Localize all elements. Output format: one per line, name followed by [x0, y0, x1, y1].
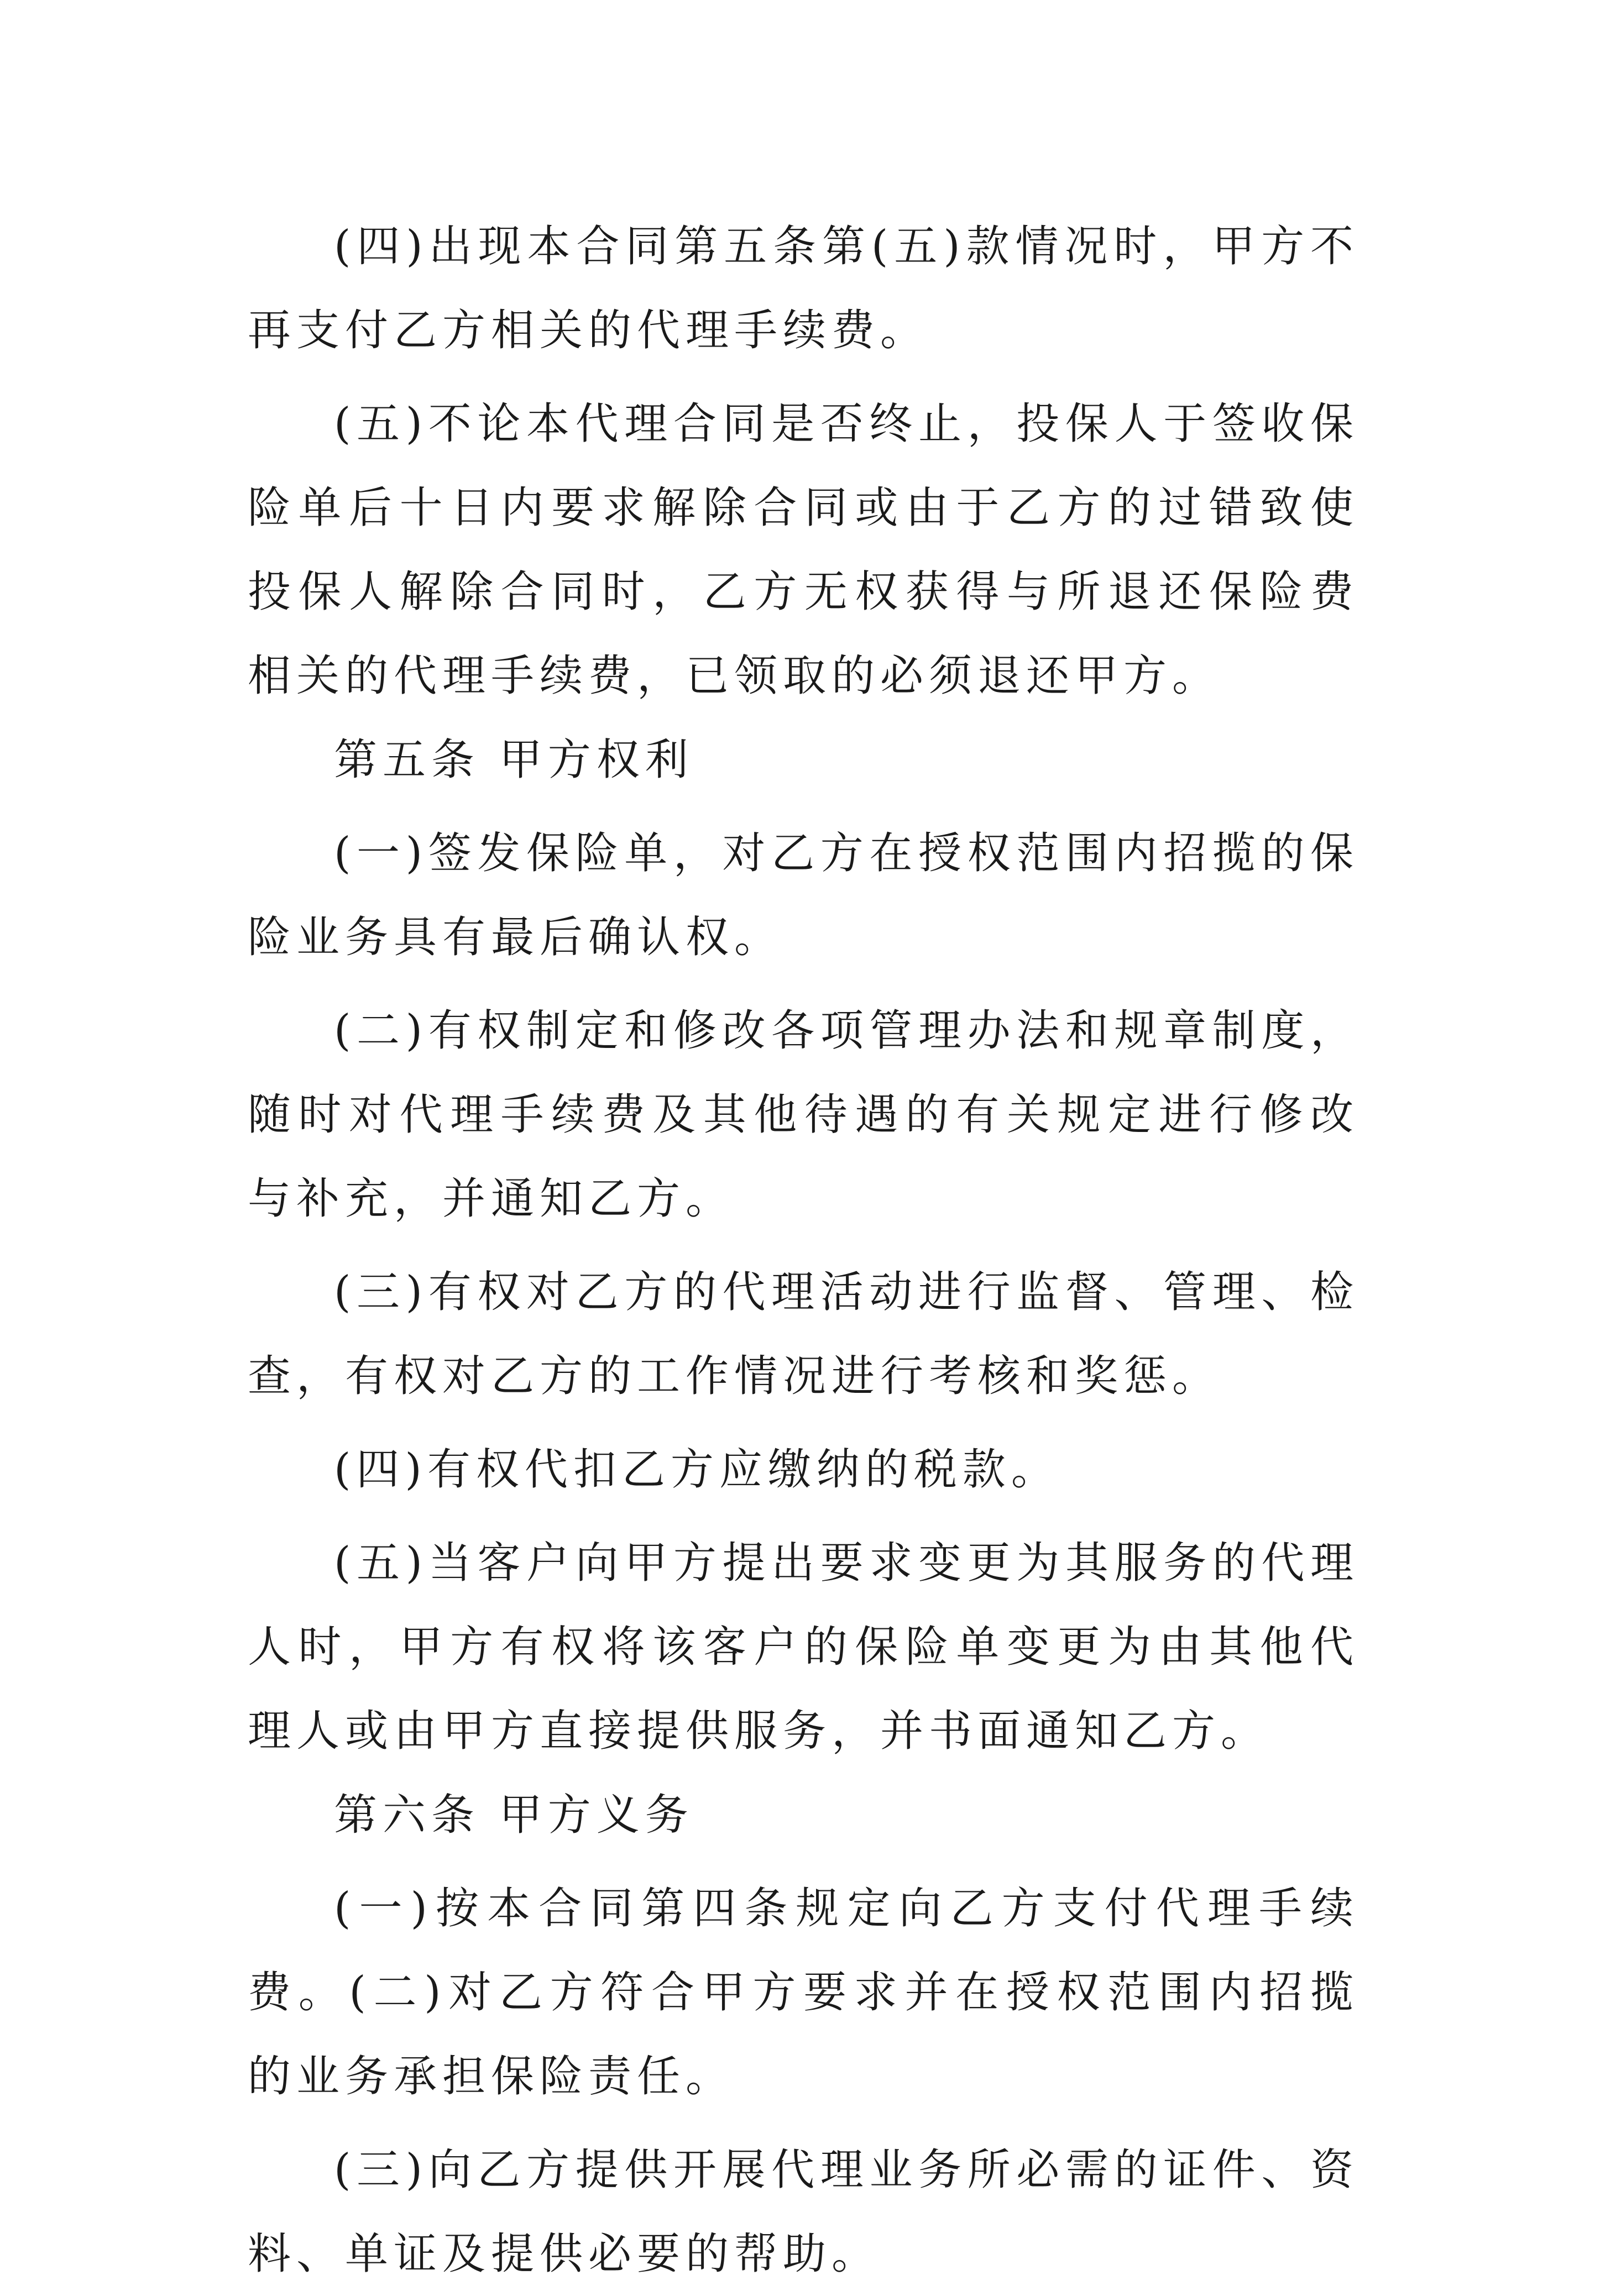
clause-5-4: (四)有权代扣乙方应缴纳的税款。 — [334, 1445, 1060, 1495]
clause-5-2: (二)有权制定和修改各项管理办法和规章制度，随时对代理手续费及其他待遇的有关规定进行修改与补充，并通知乙方。 — [248, 1006, 1359, 1224]
clause-6-3: (三)向乙方提供开展代理业务所必需的证件、资料、单证及提供必要的帮助。 — [248, 2145, 1359, 2279]
clause-5-1: (一)签发保险单，对乙方在授权范围内招揽的保险业务具有最后确认权。 — [248, 829, 1359, 962]
article-6-heading: 第六条 甲方义务 — [334, 1790, 694, 1840]
clause-6-1-2: (一)按本合同第四条规定向乙方支付代理手续费。(二)对乙方符合甲方要求并在授权范围内招揽的业务承担保险责任。 — [248, 1884, 1359, 2101]
clause-4-4: (四)出现本合同第五条第(五)款情况时，甲方不再支付乙方相关的代理手续费。 — [248, 222, 1359, 355]
clause-5-5: (五)当客户向甲方提出要求变更为其服务的代理人时，甲方有权将该客户的保险单变更为由其他代理人或由甲方直接提供服务，并书面通知乙方。 — [248, 1538, 1359, 1756]
article-5-heading: 第五条 甲方权利 — [334, 735, 694, 785]
document-body — [248, 205, 1359, 2296]
clause-5-3: (三)有权对乙方的代理活动进行监督、管理、检查，有权对乙方的工作情况进行考核和奖惩。 — [248, 1267, 1359, 1401]
clause-4-5: (五)不论本代理合同是否终止，投保人于签收保险单后十日内要求解除合同或由于乙方的过错致使投保人解除合同时，乙方无权获得与所退还保险费相关的代理手续费，已领取的必须退还甲方。 — [248, 399, 1359, 701]
